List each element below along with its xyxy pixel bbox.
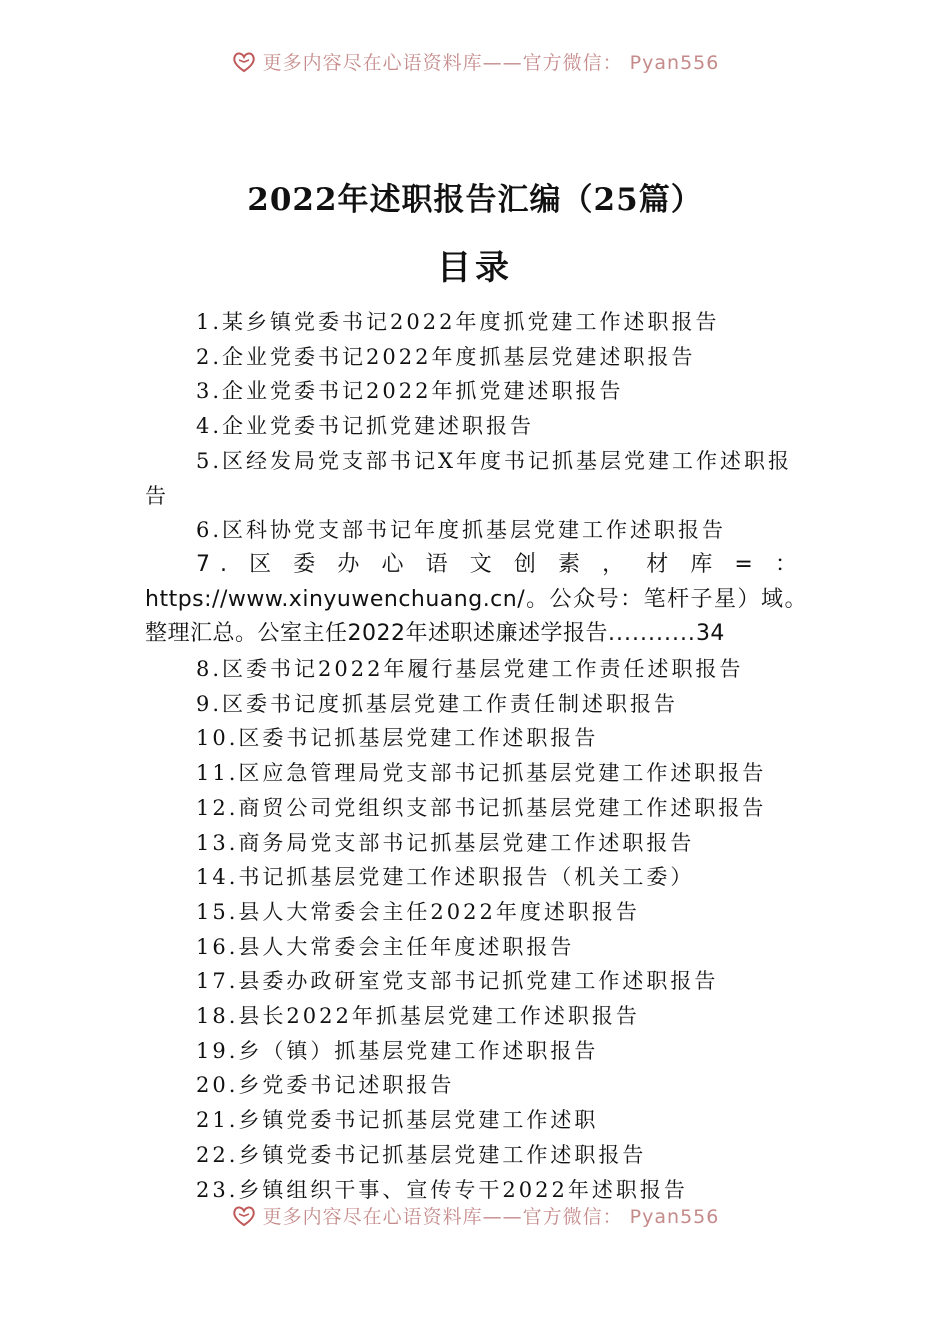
table-of-contents bbox=[145, 305, 807, 1207]
toc-entry[interactable]: 16.县人大常委会主任年度述职报告 bbox=[196, 934, 575, 959]
toc-entry[interactable]: 20.乡党委书记述职报告 bbox=[196, 1073, 455, 1098]
toc-entry[interactable]: 6.区科协党支部书记年度抓基层党建工作述职报告 bbox=[196, 518, 727, 543]
toc-entry[interactable]: 15.县人大常委会主任2022年度述职报告 bbox=[196, 899, 640, 924]
toc-entry[interactable]: 5.区经发局党支部书记X年度书记抓基层党建工作述职报告 bbox=[145, 448, 792, 508]
toc-entry[interactable]: 3.企业党委书记2022年抓党建述职报告 bbox=[196, 379, 624, 404]
toc-leader-dots: ........... bbox=[608, 621, 696, 647]
header-watermark bbox=[0, 48, 950, 92]
toc-entry[interactable]: 14.书记抓基层党建工作述职报告（机关工委） bbox=[196, 865, 695, 890]
toc-entry[interactable]: 19.乡（镇）抓基层党建工作述职报告 bbox=[196, 1038, 599, 1063]
toc-page-number: 34 bbox=[695, 621, 725, 647]
heart-book-icon bbox=[231, 1204, 257, 1229]
toc-entry[interactable]: 21.乡镇党委书记抓基层党建工作述职 bbox=[196, 1108, 599, 1133]
toc-entry[interactable]: 22.乡镇党委书记抓基层党建工作述职报告 bbox=[196, 1142, 647, 1167]
toc-entry[interactable]: 18.县长2022年抓基层党建工作述职报告 bbox=[196, 1004, 640, 1029]
toc-entry[interactable]: 12.商贸公司党组织支部书记抓基层党建工作述职报告 bbox=[196, 795, 767, 820]
toc-entry[interactable]: 9.区委书记度抓基层党建工作责任制述职报告 bbox=[196, 691, 679, 716]
watermark-text: 更多内容尽在心语资料库——官方微信： Pyan556 bbox=[262, 1205, 720, 1228]
toc-entry[interactable]: 4.企业党委书记抓党建述职报告 bbox=[196, 414, 535, 439]
toc-entry[interactable]: 17.县委办政研室党支部书记抓党建工作述职报告 bbox=[196, 969, 719, 994]
watermark-text: 更多内容尽在心语资料库——官方微信： Pyan556 bbox=[262, 51, 720, 74]
toc-heading: 目录 bbox=[437, 248, 513, 288]
toc-entry[interactable]: 2.企业党委书记2022年度抓基层党建述职报告 bbox=[196, 344, 696, 369]
toc-entry[interactable]: 13.商务局党支部书记抓基层党建工作述职报告 bbox=[196, 830, 695, 855]
footer-watermark bbox=[0, 1204, 950, 1244]
toc-entry[interactable]: 8.区委书记2022年履行基层党建工作责任述职报告 bbox=[196, 657, 744, 682]
toc-entry-7[interactable] bbox=[145, 548, 807, 652]
heart-book-icon bbox=[231, 49, 257, 75]
document-title: 2022年述职报告汇编（25篇） bbox=[247, 182, 703, 218]
toc-entry[interactable]: 11.区应急管理局党支部书记抓基层党建工作述职报告 bbox=[196, 761, 767, 786]
toc-entry[interactable]: 10.区委书记抓基层党建工作述职报告 bbox=[196, 726, 599, 751]
toc-entry-7-lead: 7.区委办心语文创素，材库=： bbox=[196, 551, 807, 577]
toc-entry[interactable]: 23.乡镇组织干事、宣传专干2022年述职报告 bbox=[196, 1177, 688, 1202]
toc-entry[interactable]: 1.某乡镇党委书记2022年度抓党建工作述职报告 bbox=[196, 310, 720, 334]
toc-entry-7-text: https://www.xinyuwenchuang.cn/。公众号：笔杆子星）域。整理汇总。公室主任2022年述职述廉述学报告 bbox=[145, 586, 807, 647]
